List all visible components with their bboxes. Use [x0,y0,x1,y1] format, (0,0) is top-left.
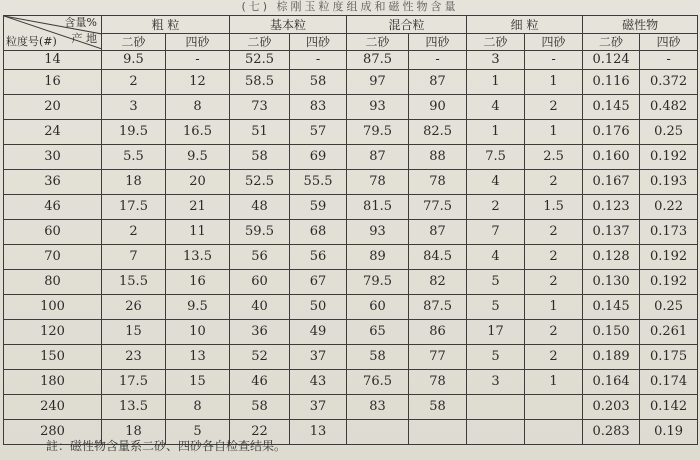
table-cell: 0.160 [583,145,640,170]
table-cell: - [290,51,347,70]
table-cell: - [525,51,583,70]
table-cell: 77 [409,345,467,370]
table-cell: 81.5 [347,195,409,220]
table-cell: 43 [290,370,347,395]
table-cell: 78 [347,170,409,195]
table-cell: 1 [525,70,583,95]
table-cell: 58 [230,145,290,170]
table-cell: 97 [347,70,409,95]
table-cell: 2 [525,270,583,295]
table-cell: 36 [230,320,290,345]
table-cell: 0.175 [640,345,698,370]
table-cell: 5 [467,345,525,370]
table-cell: 67 [290,270,347,295]
sub-header: 四砂 [290,34,347,51]
table-title: (七) 棕刚玉粒度组成和磁性物含量 [241,0,459,13]
table-cell: 0.116 [583,70,640,95]
table-cell: 0.189 [583,345,640,370]
table-cell: 0.145 [583,295,640,320]
table-cell: 8 [166,95,230,120]
table-cell: 18 [102,170,166,195]
table-cell: 3 [102,95,166,120]
table-cell: 2 [525,170,583,195]
grit-size-cell: 36 [4,170,102,195]
table-row [4,245,698,270]
table-cell: 1 [525,370,583,395]
grit-size-cell: 80 [4,270,102,295]
table-cell: 2 [102,70,166,95]
table-cell: 65 [347,320,409,345]
table-cell [525,395,583,420]
table-cell: 5.5 [102,145,166,170]
grit-size-cell: 46 [4,195,102,220]
grit-size-cell: 70 [4,245,102,270]
table-cell: 0.164 [583,370,640,395]
table-row [4,145,698,170]
table-cell: 17 [467,320,525,345]
sub-header: 二砂 [467,34,525,51]
grit-size-cell: 24 [4,120,102,145]
group-header-fine: 细 粒 [467,16,583,34]
table-cell: 4 [467,170,525,195]
table-cell: 0.124 [583,51,640,70]
table-cell: 58 [290,70,347,95]
table-cell: 0.137 [583,220,640,245]
table-cell: 2 [525,320,583,345]
table-cell: 9.5 [166,295,230,320]
table-cell: 5 [467,295,525,320]
table-cell: 56 [230,245,290,270]
table-cell: 23 [102,345,166,370]
table-cell: 0.192 [640,270,698,295]
grit-size-cell: 180 [4,370,102,395]
footnote: 註：磁性物含量系二砂、四砂各自检查结果。 [46,439,287,453]
table-cell: 2.5 [525,145,583,170]
table-cell: 0.174 [640,370,698,395]
table-row [4,220,698,245]
table-cell: 83 [347,395,409,420]
table-row [4,120,698,145]
table-cell: 57 [290,120,347,145]
table-row [4,395,698,420]
table-row [4,70,698,95]
table-cell: 79.5 [347,270,409,295]
table-cell: 56 [290,245,347,270]
table-cell: 0.130 [583,270,640,295]
table-cell: 52.5 [230,170,290,195]
table-row [4,51,698,70]
table-cell: 1 [467,70,525,95]
table-cell: 17.5 [102,195,166,220]
table-cell: 87 [409,220,467,245]
table-cell: 93 [347,220,409,245]
table-cell: 58 [409,395,467,420]
table-cell: 9.5 [102,51,166,70]
table-cell: 16.5 [166,120,230,145]
table-row [4,295,698,320]
table-cell: 7 [102,245,166,270]
table-cell: 7.5 [467,145,525,170]
table-cell: 0.192 [640,245,698,270]
corner-label-grit: 粒度号(#) [6,35,57,48]
corner-header [4,16,102,51]
table-cell: 84.5 [409,245,467,270]
table-body [4,51,698,445]
table-cell: 2 [467,195,525,220]
table-row [4,345,698,370]
grit-size-cell: 14 [4,51,102,70]
table-row [4,370,698,395]
table-cell: 60 [230,270,290,295]
table-cell: 9.5 [166,145,230,170]
table-cell: 0.128 [583,245,640,270]
table-cell: 3 [467,51,525,70]
table-cell: 0.173 [640,220,698,245]
table-cell: 37 [290,345,347,370]
table-cell: 86 [409,320,467,345]
table-cell: 73 [230,95,290,120]
table-cell: 16 [166,270,230,295]
table-cell: 46 [230,370,290,395]
group-header-magnetic: 磁性物 [583,16,698,34]
table-cell: 93 [347,95,409,120]
table-cell: 59.5 [230,220,290,245]
table-cell: 13.5 [166,245,230,270]
table-row [4,95,698,120]
table-cell: 51 [230,120,290,145]
table-cell: 55.5 [290,170,347,195]
table-cell: 0.145 [583,95,640,120]
table-cell: 0.482 [640,95,698,120]
table-cell: 78 [409,170,467,195]
table-row [4,270,698,295]
table-cell: 12 [166,70,230,95]
table-cell: 5 [467,270,525,295]
grit-size-cell: 60 [4,220,102,245]
table-cell: 0.142 [640,395,698,420]
table-cell: - [409,51,467,70]
data-table [3,15,698,445]
table-cell: 18 [102,420,166,445]
table-cell: 58 [347,345,409,370]
table-cell: 87 [409,70,467,95]
table-cell: 26 [102,295,166,320]
table-cell: 87.5 [409,295,467,320]
table-cell: 19.5 [102,120,166,145]
grit-size-cell: 280 [4,420,102,445]
sub-header: 四砂 [640,34,698,51]
table-cell: 52 [230,345,290,370]
table-cell: 0.25 [640,295,698,320]
table-cell: 60 [347,295,409,320]
group-header-basic: 基本粒 [230,16,347,34]
table-cell: - [640,51,698,70]
table-cell [467,395,525,420]
group-header-coarse: 粗 粒 [102,16,230,34]
table-cell: 78 [409,370,467,395]
table-cell: - [166,51,230,70]
table-cell: 13.5 [102,395,166,420]
table-cell: 2 [525,245,583,270]
table-cell: 69 [290,145,347,170]
table-cell: 2 [525,95,583,120]
table-cell: 15 [102,320,166,345]
table-cell: 89 [347,245,409,270]
sub-header: 四砂 [525,34,583,51]
table-cell: 68 [290,220,347,245]
grit-size-cell: 30 [4,145,102,170]
sub-header: 二砂 [583,34,640,51]
table-cell: 13 [166,345,230,370]
table-cell: 82.5 [409,120,467,145]
table-cell: 0.193 [640,170,698,195]
table-cell: 2 [525,345,583,370]
table-cell: 1 [525,295,583,320]
table-cell: 21 [166,195,230,220]
table-cell: 7 [467,220,525,245]
table-row [4,320,698,345]
table-cell: 50 [290,295,347,320]
table-cell: 0.203 [583,395,640,420]
sub-header: 二砂 [347,34,409,51]
table-row [4,170,698,195]
sub-header: 二砂 [230,34,290,51]
table-cell: 1.5 [525,195,583,220]
table-cell: 20 [166,170,230,195]
table-cell: 0.192 [640,145,698,170]
table-cell: 0.19 [640,420,698,445]
table-cell: 83 [290,95,347,120]
grit-size-cell: 20 [4,95,102,120]
table-cell: 22 [230,420,290,445]
table-cell: 87 [347,145,409,170]
grit-size-cell: 16 [4,70,102,95]
table-cell: 0.150 [583,320,640,345]
table-cell: 4 [467,245,525,270]
corner-label-origin: 产 地 [71,32,97,45]
table-cell: 15 [166,370,230,395]
table-cell: 0.22 [640,195,698,220]
table-cell: 58.5 [230,70,290,95]
table-cell: 13 [290,420,347,445]
table-cell: 77.5 [409,195,467,220]
table-cell: 4 [467,95,525,120]
table-cell: 2 [102,220,166,245]
grit-size-cell: 150 [4,345,102,370]
grit-size-cell: 100 [4,295,102,320]
table-cell: 49 [290,320,347,345]
table-cell: 0.261 [640,320,698,345]
table-cell: 17.5 [102,370,166,395]
table-cell: 37 [290,395,347,420]
table-cell: 8 [166,395,230,420]
table-cell: 15.5 [102,270,166,295]
table-cell: 58 [230,395,290,420]
table-cell: 0.372 [640,70,698,95]
sub-header: 四砂 [409,34,467,51]
table-cell: 1 [467,120,525,145]
table-cell: 11 [166,220,230,245]
table-cell: 1 [525,120,583,145]
table-cell: 10 [166,320,230,345]
sub-header: 二砂 [102,34,166,51]
table-cell: 90 [409,95,467,120]
table-cell: 0.167 [583,170,640,195]
table-cell: 0.25 [640,120,698,145]
table-cell: 82 [409,270,467,295]
corner-label-content: 含量% [64,16,97,29]
table-cell: 0.283 [583,420,640,445]
table-cell: 0.123 [583,195,640,220]
sub-header: 四砂 [166,34,230,51]
table-cell: 76.5 [347,370,409,395]
table-cell: 2 [525,220,583,245]
table-cell: 40 [230,295,290,320]
table-cell: 48 [230,195,290,220]
table-cell: 88 [409,145,467,170]
group-header-mixed: 混合粒 [347,16,467,34]
table-cell: 5 [166,420,230,445]
table-row [4,195,698,220]
table-cell: 79.5 [347,120,409,145]
grit-size-cell: 240 [4,395,102,420]
table-cell: 87.5 [347,51,409,70]
table-cell: 59 [290,195,347,220]
table-cell: 3 [467,370,525,395]
table-cell: 0.176 [583,120,640,145]
grit-size-cell: 120 [4,320,102,345]
table-cell: 52.5 [230,51,290,70]
